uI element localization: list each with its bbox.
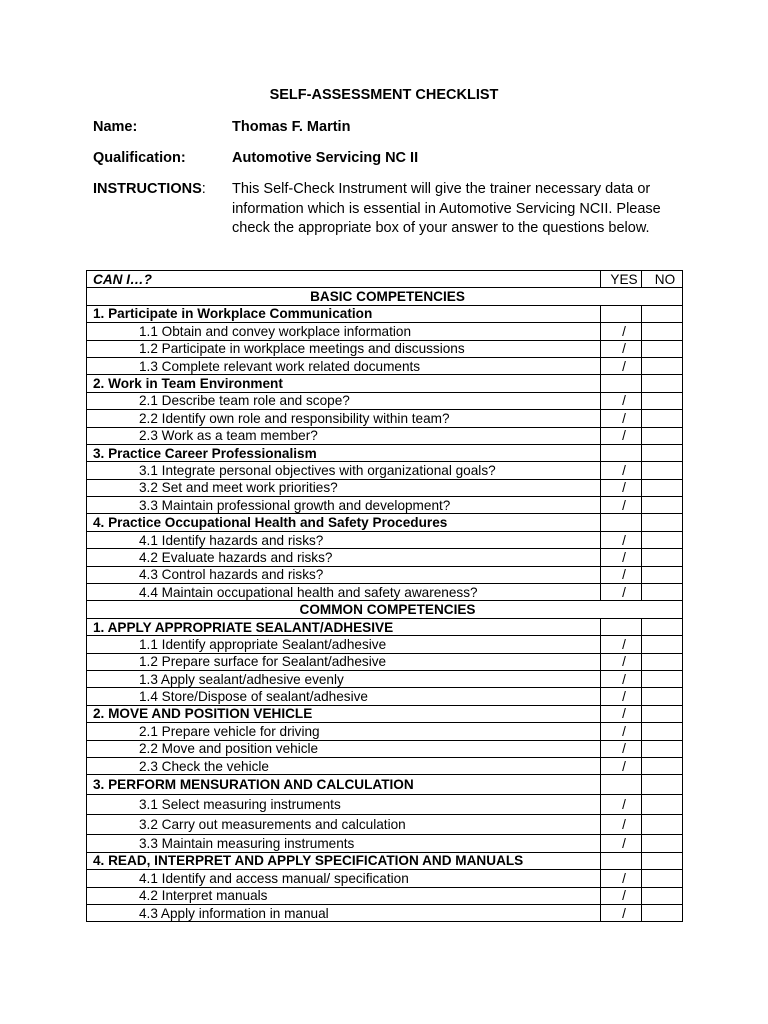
checklist-item-row xyxy=(87,323,683,340)
checklist-item-label: 1.3 Apply sealant/adhesive evenly xyxy=(87,670,601,687)
checklist-item-label: 1.3 Complete relevant work related documents xyxy=(87,357,601,374)
checklist-item-label: 4.2 Evaluate hazards and risks? xyxy=(87,549,601,566)
checklist-item-row xyxy=(87,340,683,357)
yes-checkbox-cell[interactable]: / xyxy=(601,870,642,887)
qualification-value: Automotive Servicing NC II xyxy=(232,150,419,166)
yes-checkbox-cell[interactable]: / xyxy=(601,323,642,340)
yes-checkbox-cell[interactable]: / xyxy=(601,904,642,921)
yes-checkbox-cell[interactable]: / xyxy=(601,636,642,653)
competency-group-label: 4. READ, INTERPRET AND APPLY SPECIFICATION AND MANUALS xyxy=(87,852,601,869)
no-checkbox-cell[interactable] xyxy=(642,904,683,921)
checklist-item-label: 4.3 Control hazards and risks? xyxy=(87,566,601,583)
checklist-item-row xyxy=(87,740,683,757)
checklist-item-row xyxy=(87,531,683,548)
no-checkbox-cell[interactable] xyxy=(642,305,683,322)
checklist-item-row xyxy=(87,688,683,705)
no-checkbox-cell[interactable] xyxy=(642,618,683,635)
yes-checkbox-cell[interactable] xyxy=(601,618,642,635)
yes-checkbox-cell[interactable]: / xyxy=(601,653,642,670)
instructions-label-text: INSTRUCTIONS xyxy=(93,181,202,197)
yes-checkbox-cell[interactable]: / xyxy=(601,479,642,496)
yes-checkbox-cell[interactable]: / xyxy=(601,887,642,904)
checklist-item-label: 3.3 Maintain professional growth and development? xyxy=(87,497,601,514)
checklist-item-label: 1.2 Participate in workplace meetings and discussions xyxy=(87,340,601,357)
yes-checkbox-cell[interactable]: / xyxy=(601,357,642,374)
column-header-no: NO xyxy=(642,271,683,288)
checklist-item-row xyxy=(87,392,683,409)
no-checkbox-cell[interactable] xyxy=(642,340,683,357)
no-checkbox-cell[interactable] xyxy=(642,775,683,795)
table-header-row xyxy=(87,271,683,288)
competency-group-row xyxy=(87,852,683,869)
checklist-item-row xyxy=(87,904,683,921)
checklist-item-label: 3.2 Set and meet work priorities? xyxy=(87,479,601,496)
no-checkbox-cell[interactable] xyxy=(642,497,683,514)
no-checkbox-cell[interactable] xyxy=(642,740,683,757)
yes-checkbox-cell[interactable]: / xyxy=(601,410,642,427)
checklist-item-row xyxy=(87,757,683,774)
checklist-item-label: 4.4 Maintain occupational health and safety awareness? xyxy=(87,584,601,601)
no-checkbox-cell[interactable] xyxy=(642,757,683,774)
yes-checkbox-cell[interactable]: / xyxy=(601,688,642,705)
instructions-colon: : xyxy=(201,181,206,197)
checklist-item-label: 1.2 Prepare surface for Sealant/adhesive xyxy=(87,653,601,670)
yes-checkbox-cell[interactable] xyxy=(601,852,642,869)
no-checkbox-cell[interactable] xyxy=(642,427,683,444)
yes-checkbox-cell[interactable] xyxy=(601,375,642,392)
no-checkbox-cell[interactable] xyxy=(642,357,683,374)
checklist-item-label: 4.2 Interpret manuals xyxy=(87,887,601,904)
checklist-item-row xyxy=(87,566,683,583)
yes-checkbox-cell[interactable]: / xyxy=(601,340,642,357)
competency-group-row xyxy=(87,775,683,795)
no-checkbox-cell[interactable] xyxy=(642,852,683,869)
checklist-item-label: 3.3 Maintain measuring instruments xyxy=(87,835,601,852)
no-checkbox-cell[interactable] xyxy=(642,870,683,887)
name-label: Name: xyxy=(93,119,138,135)
no-checkbox-cell[interactable] xyxy=(642,636,683,653)
checklist-item-row xyxy=(87,357,683,374)
yes-checkbox-cell[interactable]: / xyxy=(601,566,642,583)
no-checkbox-cell[interactable] xyxy=(642,688,683,705)
checklist-item-label: 1.4 Store/Dispose of sealant/adhesive xyxy=(87,688,601,705)
yes-checkbox-cell[interactable]: / xyxy=(601,549,642,566)
competency-group-label: 4. Practice Occupational Health and Safety Procedures xyxy=(87,514,601,531)
no-checkbox-cell[interactable] xyxy=(642,549,683,566)
checklist-table xyxy=(86,270,683,922)
no-checkbox-cell[interactable] xyxy=(642,462,683,479)
section-banner-row xyxy=(87,601,683,618)
checklist-item-label: 2.3 Work as a team member? xyxy=(87,427,601,444)
yes-checkbox-cell[interactable]: / xyxy=(601,584,642,601)
competency-group-label: 2. MOVE AND POSITION VEHICLE xyxy=(87,705,601,722)
competency-group-row xyxy=(87,514,683,531)
checklist-item-label: 3.1 Select measuring instruments xyxy=(87,795,601,815)
column-header-yes: YES xyxy=(601,271,642,288)
checklist-item-row xyxy=(87,584,683,601)
competency-group-label: 1. APPLY APPROPRIATE SEALANT/ADHESIVE xyxy=(87,618,601,635)
yes-checkbox-cell[interactable] xyxy=(601,444,642,461)
no-checkbox-cell[interactable] xyxy=(642,323,683,340)
checklist-item-label: 4.3 Apply information in manual xyxy=(87,904,601,921)
competency-group-row xyxy=(87,375,683,392)
no-checkbox-cell[interactable] xyxy=(642,566,683,583)
no-checkbox-cell[interactable] xyxy=(642,815,683,835)
no-checkbox-cell[interactable] xyxy=(642,392,683,409)
yes-checkbox-cell[interactable]: / xyxy=(601,670,642,687)
checklist-item-row xyxy=(87,427,683,444)
no-checkbox-cell[interactable] xyxy=(642,410,683,427)
checklist-item-row xyxy=(87,410,683,427)
checklist-item-row xyxy=(87,670,683,687)
checklist-body xyxy=(87,271,683,922)
yes-checkbox-cell[interactable]: / xyxy=(601,795,642,815)
document-title: SELF-ASSESSMENT CHECKLIST xyxy=(269,87,499,103)
yes-checkbox-cell[interactable]: / xyxy=(601,427,642,444)
yes-checkbox-cell[interactable] xyxy=(601,305,642,322)
checklist-item-label: 1.1 Identify appropriate Sealant/adhesive xyxy=(87,636,601,653)
checklist-item-row xyxy=(87,549,683,566)
checklist-item-label: 4.1 Identify hazards and risks? xyxy=(87,531,601,548)
checklist-item-row xyxy=(87,815,683,835)
no-checkbox-cell[interactable] xyxy=(642,514,683,531)
checklist-item-row xyxy=(87,835,683,852)
checklist-item-row xyxy=(87,653,683,670)
yes-checkbox-cell[interactable] xyxy=(601,514,642,531)
checklist-item-row xyxy=(87,795,683,815)
yes-checkbox-cell[interactable]: / xyxy=(601,705,642,722)
competency-group-label: 3. Practice Career Professionalism xyxy=(87,444,601,461)
checklist-item-label: 2.2 Identify own role and responsibility within team? xyxy=(87,410,601,427)
no-checkbox-cell[interactable] xyxy=(642,375,683,392)
no-checkbox-cell[interactable] xyxy=(642,887,683,904)
no-checkbox-cell[interactable] xyxy=(642,795,683,815)
yes-checkbox-cell[interactable]: / xyxy=(601,497,642,514)
competency-group-row xyxy=(87,705,683,722)
yes-checkbox-cell[interactable]: / xyxy=(601,531,642,548)
yes-checkbox-cell[interactable]: / xyxy=(601,740,642,757)
no-checkbox-cell[interactable] xyxy=(642,705,683,722)
competency-group-label: 2. Work in Team Environment xyxy=(87,375,601,392)
no-checkbox-cell[interactable] xyxy=(642,479,683,496)
checklist-item-row xyxy=(87,870,683,887)
no-checkbox-cell[interactable] xyxy=(642,531,683,548)
no-checkbox-cell[interactable] xyxy=(642,444,683,461)
checklist-item-label: 2.1 Describe team role and scope? xyxy=(87,392,601,409)
checklist-item-label: 2.3 Check the vehicle xyxy=(87,757,601,774)
instructions-text: This Self-Check Instrument will give the trainer necessary data or information which is essential in Automotive Servicing NCII. Please check the appropriate box of your answer to the questions below. xyxy=(232,181,661,236)
no-checkbox-cell[interactable] xyxy=(642,670,683,687)
qualification-label: Qualification: xyxy=(93,150,186,166)
checklist-item-row xyxy=(87,636,683,653)
yes-checkbox-cell[interactable]: / xyxy=(601,757,642,774)
checklist-item-row xyxy=(87,723,683,740)
checklist-item-label: 2.1 Prepare vehicle for driving xyxy=(87,723,601,740)
section-banner: BASIC COMPETENCIES xyxy=(87,288,683,305)
competency-group-label: 1. Participate in Workplace Communication xyxy=(87,305,601,322)
yes-checkbox-cell[interactable]: / xyxy=(601,835,642,852)
no-checkbox-cell[interactable] xyxy=(642,584,683,601)
yes-checkbox-cell[interactable]: / xyxy=(601,723,642,740)
checklist-item-label: 4.1 Identify and access manual/ specification xyxy=(87,870,601,887)
instructions-label xyxy=(93,181,206,197)
section-banner: COMMON COMPETENCIES xyxy=(87,601,683,618)
checklist-item-row xyxy=(87,479,683,496)
competency-group-row xyxy=(87,444,683,461)
competency-group-row xyxy=(87,618,683,635)
yes-checkbox-cell[interactable]: / xyxy=(601,392,642,409)
no-checkbox-cell[interactable] xyxy=(642,835,683,852)
checklist-item-label: 3.2 Carry out measurements and calculation xyxy=(87,815,601,835)
checklist-item-row xyxy=(87,497,683,514)
checklist-item-row xyxy=(87,887,683,904)
checklist-item-label: 2.2 Move and position vehicle xyxy=(87,740,601,757)
column-header-can: CAN I…? xyxy=(87,271,601,288)
competency-group-label: 3. PERFORM MENSURATION AND CALCULATION xyxy=(87,775,601,795)
competency-group-row xyxy=(87,305,683,322)
name-value: Thomas F. Martin xyxy=(232,119,351,135)
no-checkbox-cell[interactable] xyxy=(642,653,683,670)
yes-checkbox-cell[interactable]: / xyxy=(601,815,642,835)
section-banner-row xyxy=(87,288,683,305)
yes-checkbox-cell[interactable] xyxy=(601,775,642,795)
no-checkbox-cell[interactable] xyxy=(642,723,683,740)
checklist-item-row xyxy=(87,462,683,479)
checklist-item-label: 1.1 Obtain and convey workplace information xyxy=(87,323,601,340)
yes-checkbox-cell[interactable]: / xyxy=(601,462,642,479)
checklist-item-label: 3.1 Integrate personal objectives with organizational goals? xyxy=(87,462,601,479)
